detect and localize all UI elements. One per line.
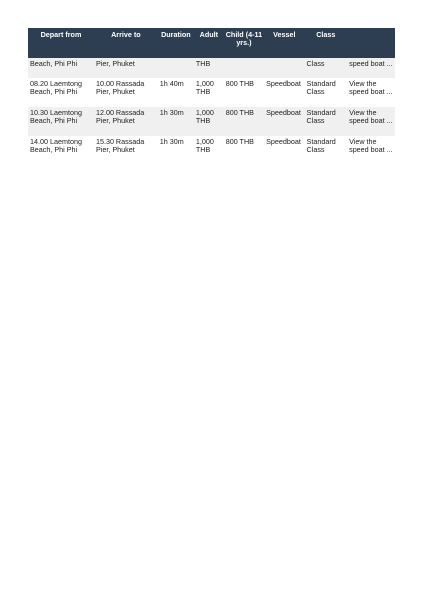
cell-duration: 1h 30m <box>158 136 194 165</box>
header-arrive-to: Arrive to <box>94 28 158 58</box>
view-boat-link[interactable]: View the speed boat ... <box>347 136 395 165</box>
cell-adult: THB <box>194 58 224 78</box>
cell-duration: 1h 30m <box>158 107 194 136</box>
cell-class: Standard Class <box>305 107 348 136</box>
cell-depart: 10.30 Laemtong Beach, Phi Phi <box>28 107 94 136</box>
cell-child: 800 THB <box>224 136 264 165</box>
header-duration: Duration <box>158 28 194 58</box>
cell-arrive: 10.00 Rassada Pier, Phuket <box>94 78 158 107</box>
cell-vessel: Speedboat <box>264 136 304 165</box>
cell-arrive: 15.30 Rassada Pier, Phuket <box>94 136 158 165</box>
table-row <box>28 136 395 165</box>
cell-duration: 1h 40m <box>158 78 194 107</box>
header-class: Class <box>305 28 348 58</box>
cell-vessel: Speedboat <box>264 107 304 136</box>
cell-arrive: Pier, Phuket <box>94 58 158 78</box>
cell-depart: 14.00 Laemtong Beach, Phi Phi <box>28 136 94 165</box>
header-vessel: Vessel <box>264 28 304 58</box>
cell-vessel <box>264 58 304 78</box>
cell-class: Class <box>305 58 348 78</box>
view-boat-link[interactable]: speed boat ... <box>347 58 395 78</box>
cell-adult: 1,000 THB <box>194 107 224 136</box>
cell-child: 800 THB <box>224 78 264 107</box>
cell-class: Standard Class <box>305 78 348 107</box>
table-header-row <box>28 28 395 58</box>
cell-arrive: 12.00 Rassada Pier, Phuket <box>94 107 158 136</box>
cell-vessel: Speedboat <box>264 78 304 107</box>
view-boat-link[interactable]: View the speed boat ... <box>347 78 395 107</box>
header-adult: Adult <box>194 28 224 58</box>
view-boat-link[interactable]: View the speed boat ... <box>347 107 395 136</box>
ferry-schedule-table <box>28 28 395 165</box>
cell-child: 800 THB <box>224 107 264 136</box>
cell-duration <box>158 58 194 78</box>
header-depart-from: Depart from <box>28 28 94 58</box>
table-row <box>28 78 395 107</box>
cell-depart: 08.20 Laemtong Beach, Phi Phi <box>28 78 94 107</box>
cell-adult: 1,000 THB <box>194 136 224 165</box>
cell-adult: 1,000 THB <box>194 78 224 107</box>
header-link <box>347 28 395 58</box>
table-row <box>28 58 395 78</box>
cell-child <box>224 58 264 78</box>
table-row <box>28 107 395 136</box>
cell-depart: Beach, Phi Phi <box>28 58 94 78</box>
header-child: Child (4-11 yrs.) <box>224 28 264 58</box>
cell-class: Standard Class <box>305 136 348 165</box>
